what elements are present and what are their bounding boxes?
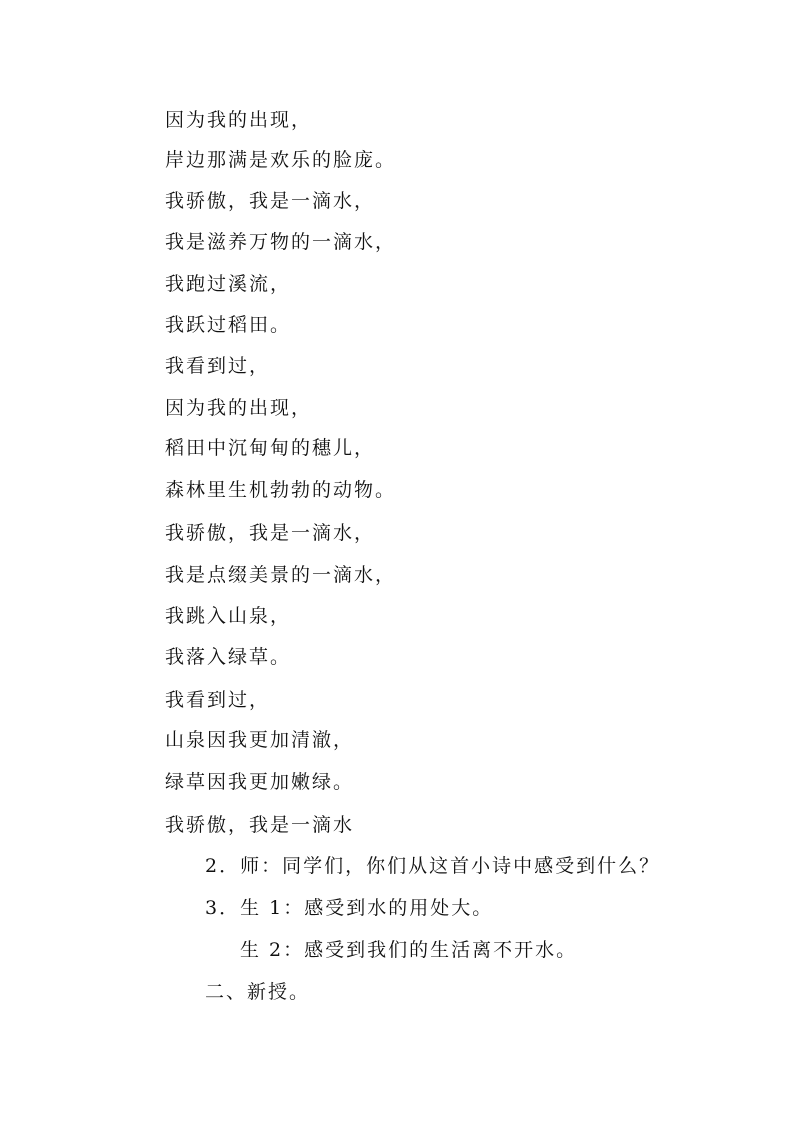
poem-line: 绿草因我更加嫩绿。 [165, 771, 355, 793]
poem-line: 我骄傲，我是一滴水 [165, 814, 355, 836]
poem-line: 因为我的出现， [165, 109, 313, 131]
poem-line: 我骄傲，我是一滴水， [165, 190, 376, 212]
poem-line: 我看到过， [165, 355, 271, 377]
poem-line: 森林里生机勃勃的动物。 [165, 479, 397, 501]
poem-line: 我跃过稻田。 [165, 314, 292, 336]
poem-line: 我跳入山泉， [165, 605, 292, 627]
dialogue-line: 2．师：同学们，你们从这首小诗中感受到什么？ [205, 855, 661, 877]
poem-line: 我跑过溪流， [165, 273, 292, 295]
poem-line: 我是点缀美景的一滴水， [165, 564, 397, 586]
poem-line: 岸边那满是欢乐的脸庞。 [165, 149, 397, 171]
section-heading: 二、新授。 [205, 981, 311, 1003]
poem-line: 山泉因我更加清澈， [165, 729, 355, 751]
poem-line: 我看到过， [165, 689, 271, 711]
dialogue-line: 3．生 1：感受到水的用处大。 [205, 897, 494, 919]
poem-line: 我是滋养万物的一滴水， [165, 231, 397, 253]
dialogue-line: 生 2：感受到我们的生活离不开水。 [240, 939, 578, 961]
poem-line: 因为我的出现， [165, 397, 313, 419]
poem-line: 稻田中沉甸甸的穗儿， [165, 437, 376, 459]
poem-line: 我骄傲，我是一滴水， [165, 522, 376, 544]
poem-line: 我落入绿草。 [165, 646, 292, 668]
